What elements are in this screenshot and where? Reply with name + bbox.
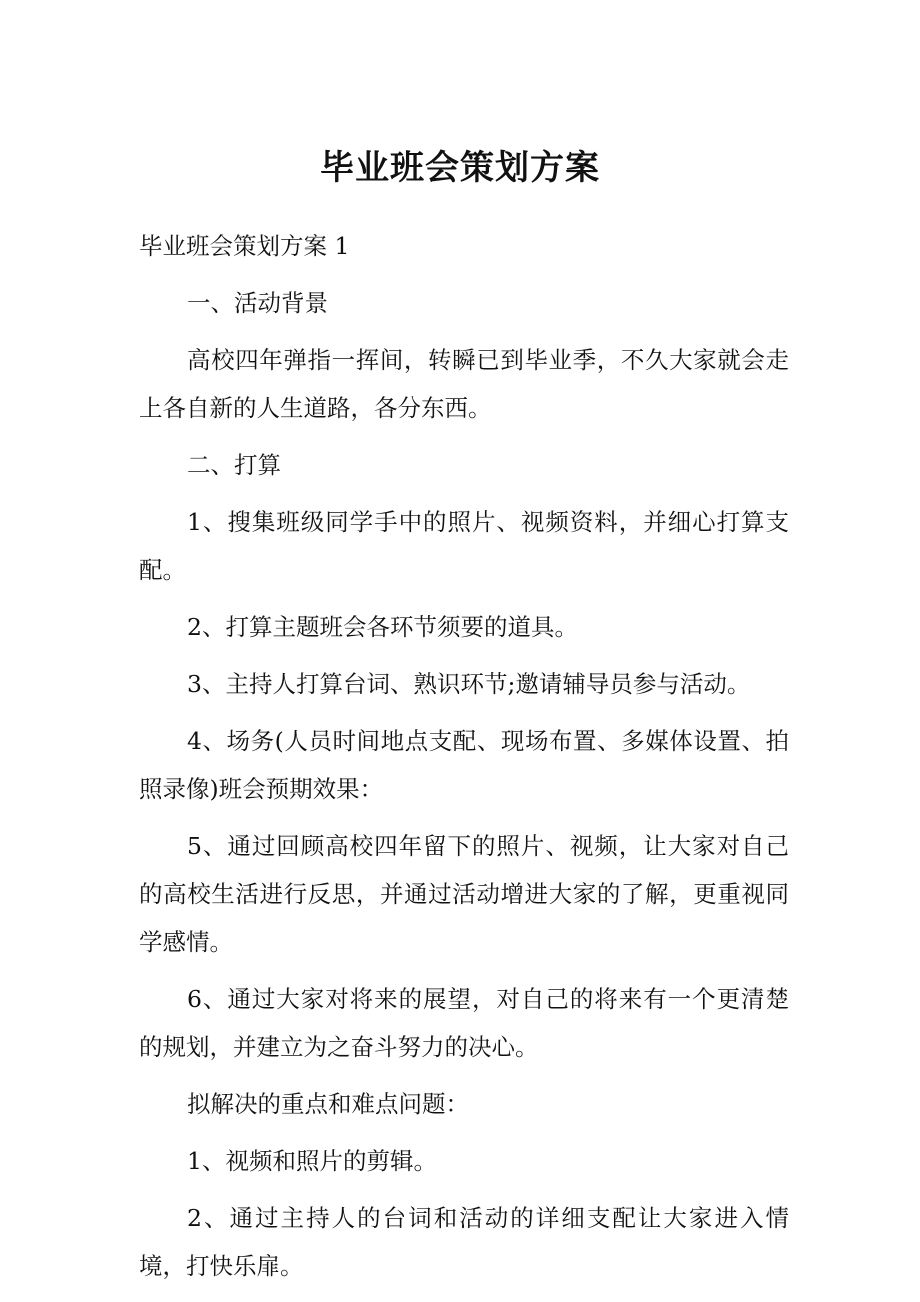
paragraph-background-text: 高校四年弹指一挥间，转瞬已到毕业季，不久大家就会走上各自新的人生道路，各分东西。 <box>139 346 789 422</box>
paragraph-preparation-heading: 二、打算 <box>187 451 281 479</box>
paragraph-item-2: 2、打算主题班会各环节须要的道具。 <box>187 613 578 641</box>
paragraph-key-issues-heading: 拟解决的重点和难点问题： <box>187 1090 469 1118</box>
paragraph-item-1: 1、搜集班级同学手中的照片、视频资料，并细心打算支配。 <box>139 508 789 584</box>
paragraph-item-4: 4、场务(人员时间地点支配、现场布置、多媒体设置、拍照录像)班会预期效果： <box>139 727 789 803</box>
section-heading: 毕业班会策划方案 1 <box>139 232 350 260</box>
paragraph-key-issue-2: 2、通过主持人的台词和活动的详细支配让大家进入情境，打快乐扉。 <box>139 1204 789 1280</box>
paragraph-item-3: 3、主持人打算台词、熟识环节;邀请辅导员参与活动。 <box>187 670 751 698</box>
paragraph-item-6: 6、通过大家对将来的展望，对自己的将来有一个更清楚的规划，并建立为之奋斗努力的决心。 <box>139 985 789 1061</box>
paragraph-item-5: 5、通过回顾高校四年留下的照片、视频，让大家对自己的高校生活进行反思，并通过活动增进大家的了解，更重视同学感情。 <box>139 832 789 956</box>
document-title: 毕业班会策划方案 <box>320 148 600 188</box>
document-body <box>139 222 789 1290</box>
paragraph-background-heading: 一、活动背景 <box>187 289 328 317</box>
paragraph-key-issue-1: 1、视频和照片的剪辑。 <box>187 1147 437 1175</box>
